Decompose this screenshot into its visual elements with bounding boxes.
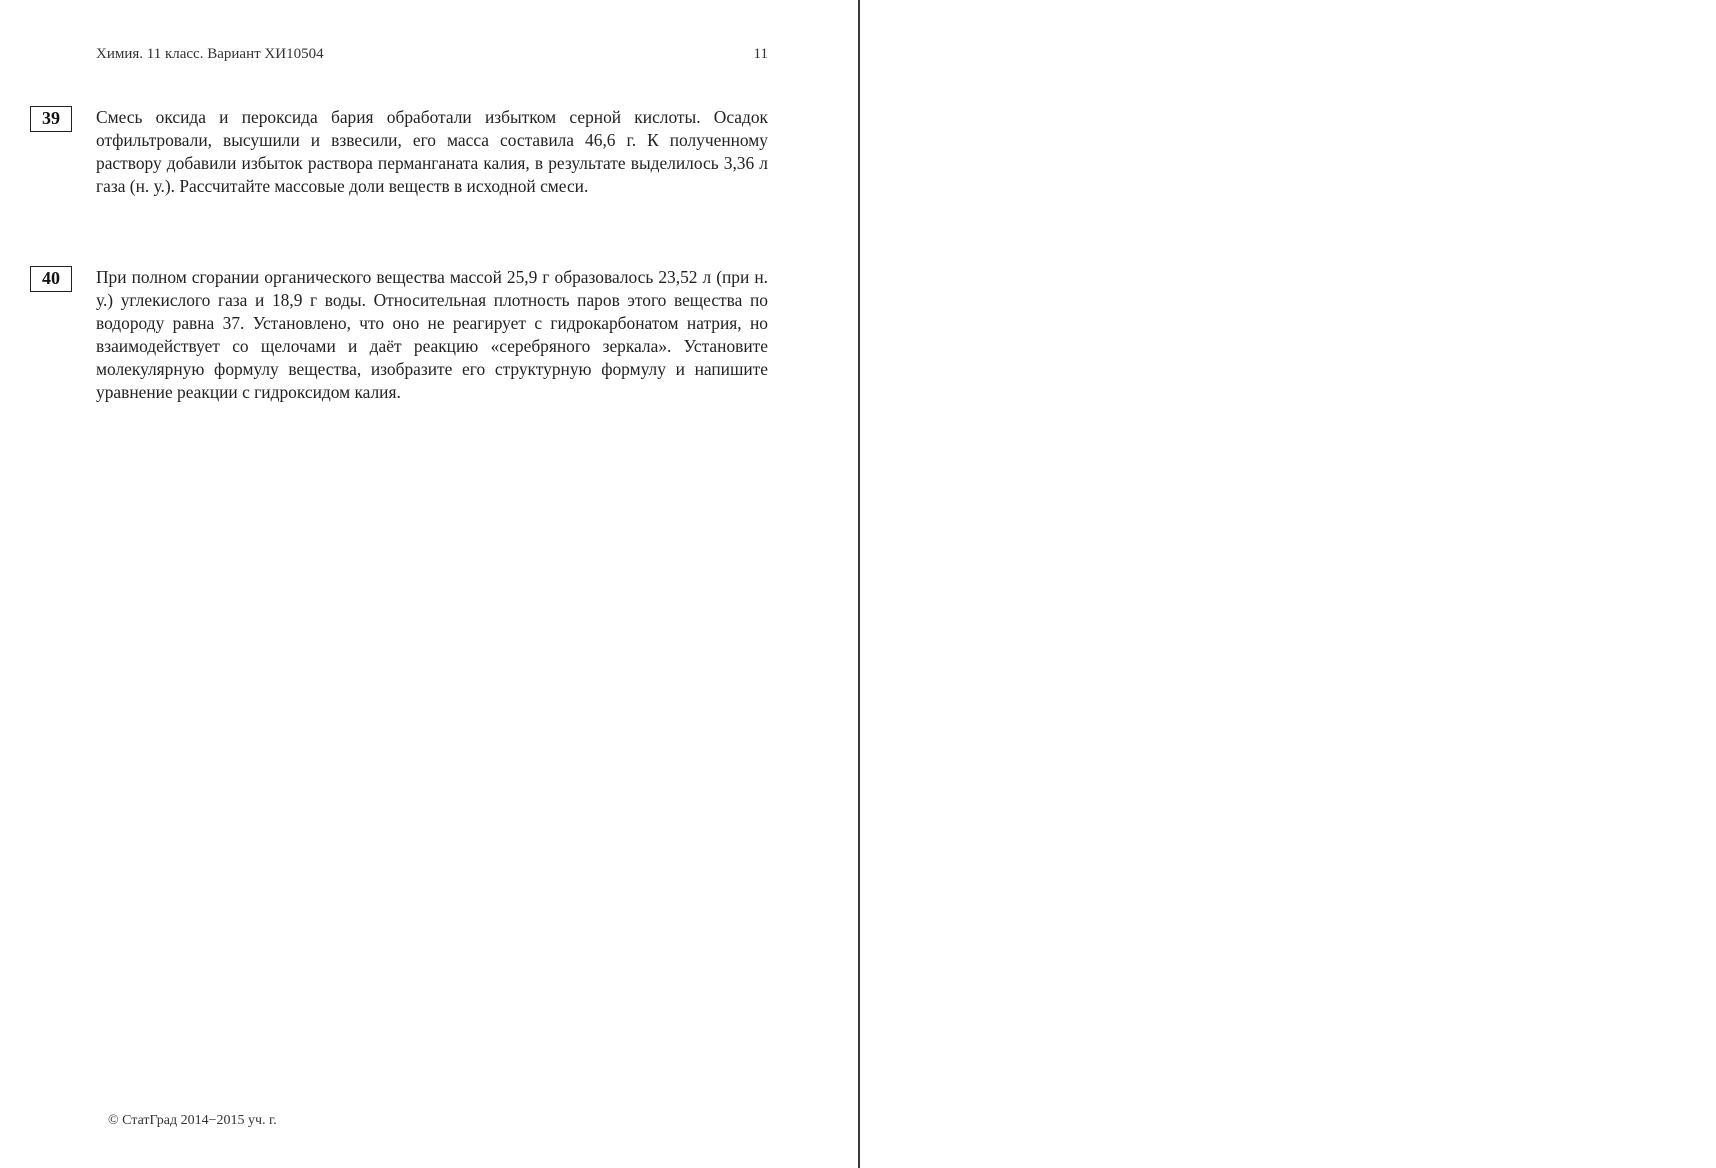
- task-number-box: 40: [30, 266, 72, 292]
- header-title: Химия. 11 класс. Вариант ХИ10504: [96, 46, 324, 62]
- task-text: Смесь оксида и пероксида бария обработали избытком серной кислоты. Осадок отфильтровали, высушили и взвесили, его масса составила 46,6 г. К полученному раствору добавили избыток раствора перманганата калия, в результате выделилось 3,36 л газа (н. у.). Рассчитайте массовые доли веществ в исходной смеси.: [96, 107, 768, 196]
- task-number-box: 39: [30, 106, 72, 132]
- copyright-footer: © СтатГрад 2014−2015 уч. г.: [108, 1113, 277, 1128]
- right-page-blank: [860, 0, 1716, 1168]
- page-number: 11: [753, 46, 768, 62]
- running-header: [96, 44, 768, 64]
- task-text: При полном сгорании органического вещества массой 25,9 г образовалось 23,52 л (при н. у.) углекислого газа и 18,9 г воды. Относительная плотность паров этого вещества по водороду равна 37. Установлено, что оно не реагирует с гидрокарбонатом натрия, но взаимодействует со щелочами и даёт реакцию «серебряного зеркала». Установите молекулярную формулу вещества, изобразите его структурную формулу и напишите уравнение реакции с гидроксидом калия.: [96, 267, 768, 402]
